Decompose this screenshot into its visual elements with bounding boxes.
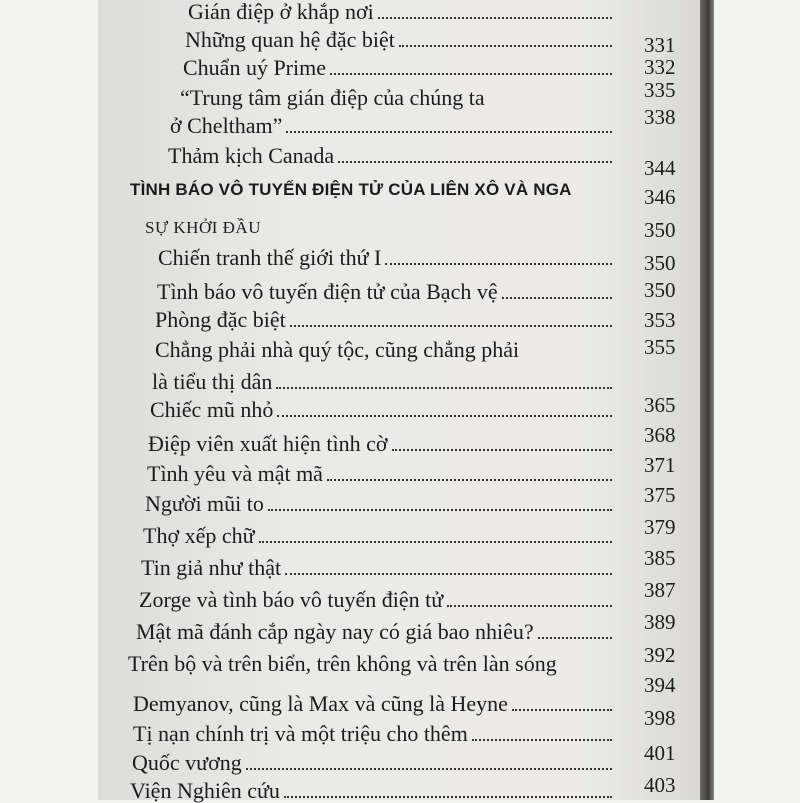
book-spine — [700, 0, 714, 800]
dotted-leader — [268, 509, 612, 511]
toc-entry — [170, 114, 612, 138]
dotted-leader — [246, 768, 612, 770]
toc-entry-title: là tiểu thị dân — [152, 369, 273, 394]
toc-entry — [133, 692, 612, 716]
toc-page-number: 375 — [644, 483, 676, 507]
toc-entry-title: Chiến tranh thế giới thứ I — [158, 245, 382, 270]
toc-entry-title: Điệp viên xuất hiện tình cờ — [148, 431, 388, 456]
toc-entry — [136, 620, 612, 644]
toc-entry-title: Zorge và tình báo vô tuyến điện tử — [139, 587, 444, 612]
toc-entry — [157, 280, 612, 304]
toc-entry-title: Tình báo vô tuyến điện tử của Bạch vệ — [157, 279, 498, 304]
toc-entry — [145, 216, 600, 240]
toc-entry — [168, 144, 612, 168]
toc-entry-title: SỰ KHỞI ĐẦU — [145, 218, 261, 237]
toc-entry-title: Quốc vương — [132, 750, 242, 775]
toc-entry — [188, 0, 612, 24]
toc-entry — [130, 779, 612, 803]
dotted-leader — [392, 449, 612, 451]
toc-page-number: 398 — [644, 706, 676, 730]
toc-entry — [155, 308, 612, 332]
dotted-leader — [538, 637, 612, 639]
toc-entry-title: Tị nạn chính trị và một triệu cho thêm — [133, 721, 468, 746]
toc-entry — [147, 462, 612, 486]
dotted-leader — [447, 605, 612, 607]
toc-entry-title: Trên bộ và trên biển, trên không và trên làn sóng — [128, 651, 557, 676]
toc-entry — [143, 524, 612, 548]
toc-page-number: 385 — [644, 546, 676, 570]
toc-page-number: 401 — [644, 741, 676, 765]
dotted-leader — [378, 17, 612, 19]
toc-entry-title: Chẳng phải nhà quý tộc, cũng chẳng phải — [155, 337, 520, 362]
toc-page-number: 355 — [644, 335, 676, 359]
dotted-leader — [502, 297, 612, 299]
toc-entry — [132, 751, 612, 775]
toc-entry — [158, 246, 612, 270]
toc-entry-title: Viện Nghiên cứu — [130, 778, 280, 803]
toc-page-number: 392 — [644, 643, 676, 667]
toc-page-number: 365 — [644, 393, 676, 417]
toc-page-number: 331 — [644, 33, 676, 57]
dotted-leader — [277, 415, 612, 417]
toc-entry — [152, 370, 612, 394]
toc-entry-title: TÌNH BÁO VÔ TUYẾN ĐIỆN TỬ CỦA LIÊN XÔ VÀ NGA — [130, 180, 572, 199]
dotted-leader — [338, 161, 612, 163]
dotted-leader — [259, 541, 612, 543]
toc-page-number: 368 — [644, 423, 676, 447]
toc-entry-title: Người mũi to — [145, 491, 264, 516]
toc-entry-title: Tình yêu và mật mã — [147, 461, 323, 486]
toc-page-number: 332 — [644, 55, 676, 79]
toc-entry-title: Chiếc mũ nhỏ — [150, 397, 274, 422]
dotted-leader — [399, 45, 612, 47]
dotted-leader — [472, 739, 612, 741]
toc-entry — [185, 28, 612, 52]
toc-page-number: 403 — [644, 773, 676, 797]
dotted-leader — [276, 387, 612, 389]
toc-entry-title: Những quan hệ đặc biệt — [185, 27, 395, 52]
toc-page-number: 350 — [644, 278, 676, 302]
toc-entry-title: Demyanov, cũng là Max và cũng là Heyne — [133, 691, 508, 716]
toc-entry-title: Chuẩn uý Prime — [183, 55, 326, 80]
toc-entry — [145, 492, 612, 516]
toc-entry — [148, 432, 612, 456]
toc-page-number: 338 — [644, 105, 676, 129]
toc-entry — [141, 556, 612, 580]
toc-entry-title: Mật mã đánh cắp ngày nay có giá bao nhiêu? — [136, 619, 534, 644]
toc-entry — [183, 56, 612, 80]
toc-page-number: 350 — [644, 251, 676, 275]
toc-entry — [180, 86, 612, 110]
toc-page-number: 353 — [644, 308, 676, 332]
toc-page-number: 394 — [644, 673, 676, 697]
toc-entry-title: Gián điệp ở khắp nơi — [188, 0, 374, 24]
toc-entry — [133, 722, 612, 746]
toc-entry-title: Thảm kịch Canada — [168, 143, 335, 168]
toc-entry — [139, 588, 612, 612]
toc-page-number: 371 — [644, 453, 676, 477]
dotted-leader — [286, 131, 612, 133]
toc-entry-title: ở Cheltham” — [170, 113, 283, 138]
toc-page-number: 346 — [644, 185, 676, 209]
toc-entry — [150, 398, 612, 422]
toc-page-number: 379 — [644, 515, 676, 539]
toc-page-number: 350 — [644, 218, 676, 242]
dotted-leader — [385, 263, 612, 265]
toc-page-number: 335 — [644, 78, 676, 102]
dotted-leader — [290, 325, 612, 327]
toc-entry — [155, 338, 612, 362]
dotted-leader — [285, 573, 612, 575]
toc-entry-title: Thợ xếp chữ — [143, 523, 255, 548]
toc-entry — [130, 178, 600, 202]
toc-entry-title: Tin giả như thật — [141, 555, 282, 580]
toc-entry-title: “Trung tâm gián điệp của chúng ta — [180, 85, 485, 110]
dotted-leader — [512, 709, 612, 711]
toc-page-number: 344 — [644, 156, 676, 180]
toc-page-number: 389 — [644, 610, 676, 634]
toc-entry — [128, 652, 630, 676]
toc-entry-title: Phòng đặc biệt — [155, 307, 286, 332]
toc-page-number: 387 — [644, 578, 676, 602]
dotted-leader — [327, 479, 612, 481]
dotted-leader — [330, 73, 612, 75]
dotted-leader — [284, 796, 612, 798]
